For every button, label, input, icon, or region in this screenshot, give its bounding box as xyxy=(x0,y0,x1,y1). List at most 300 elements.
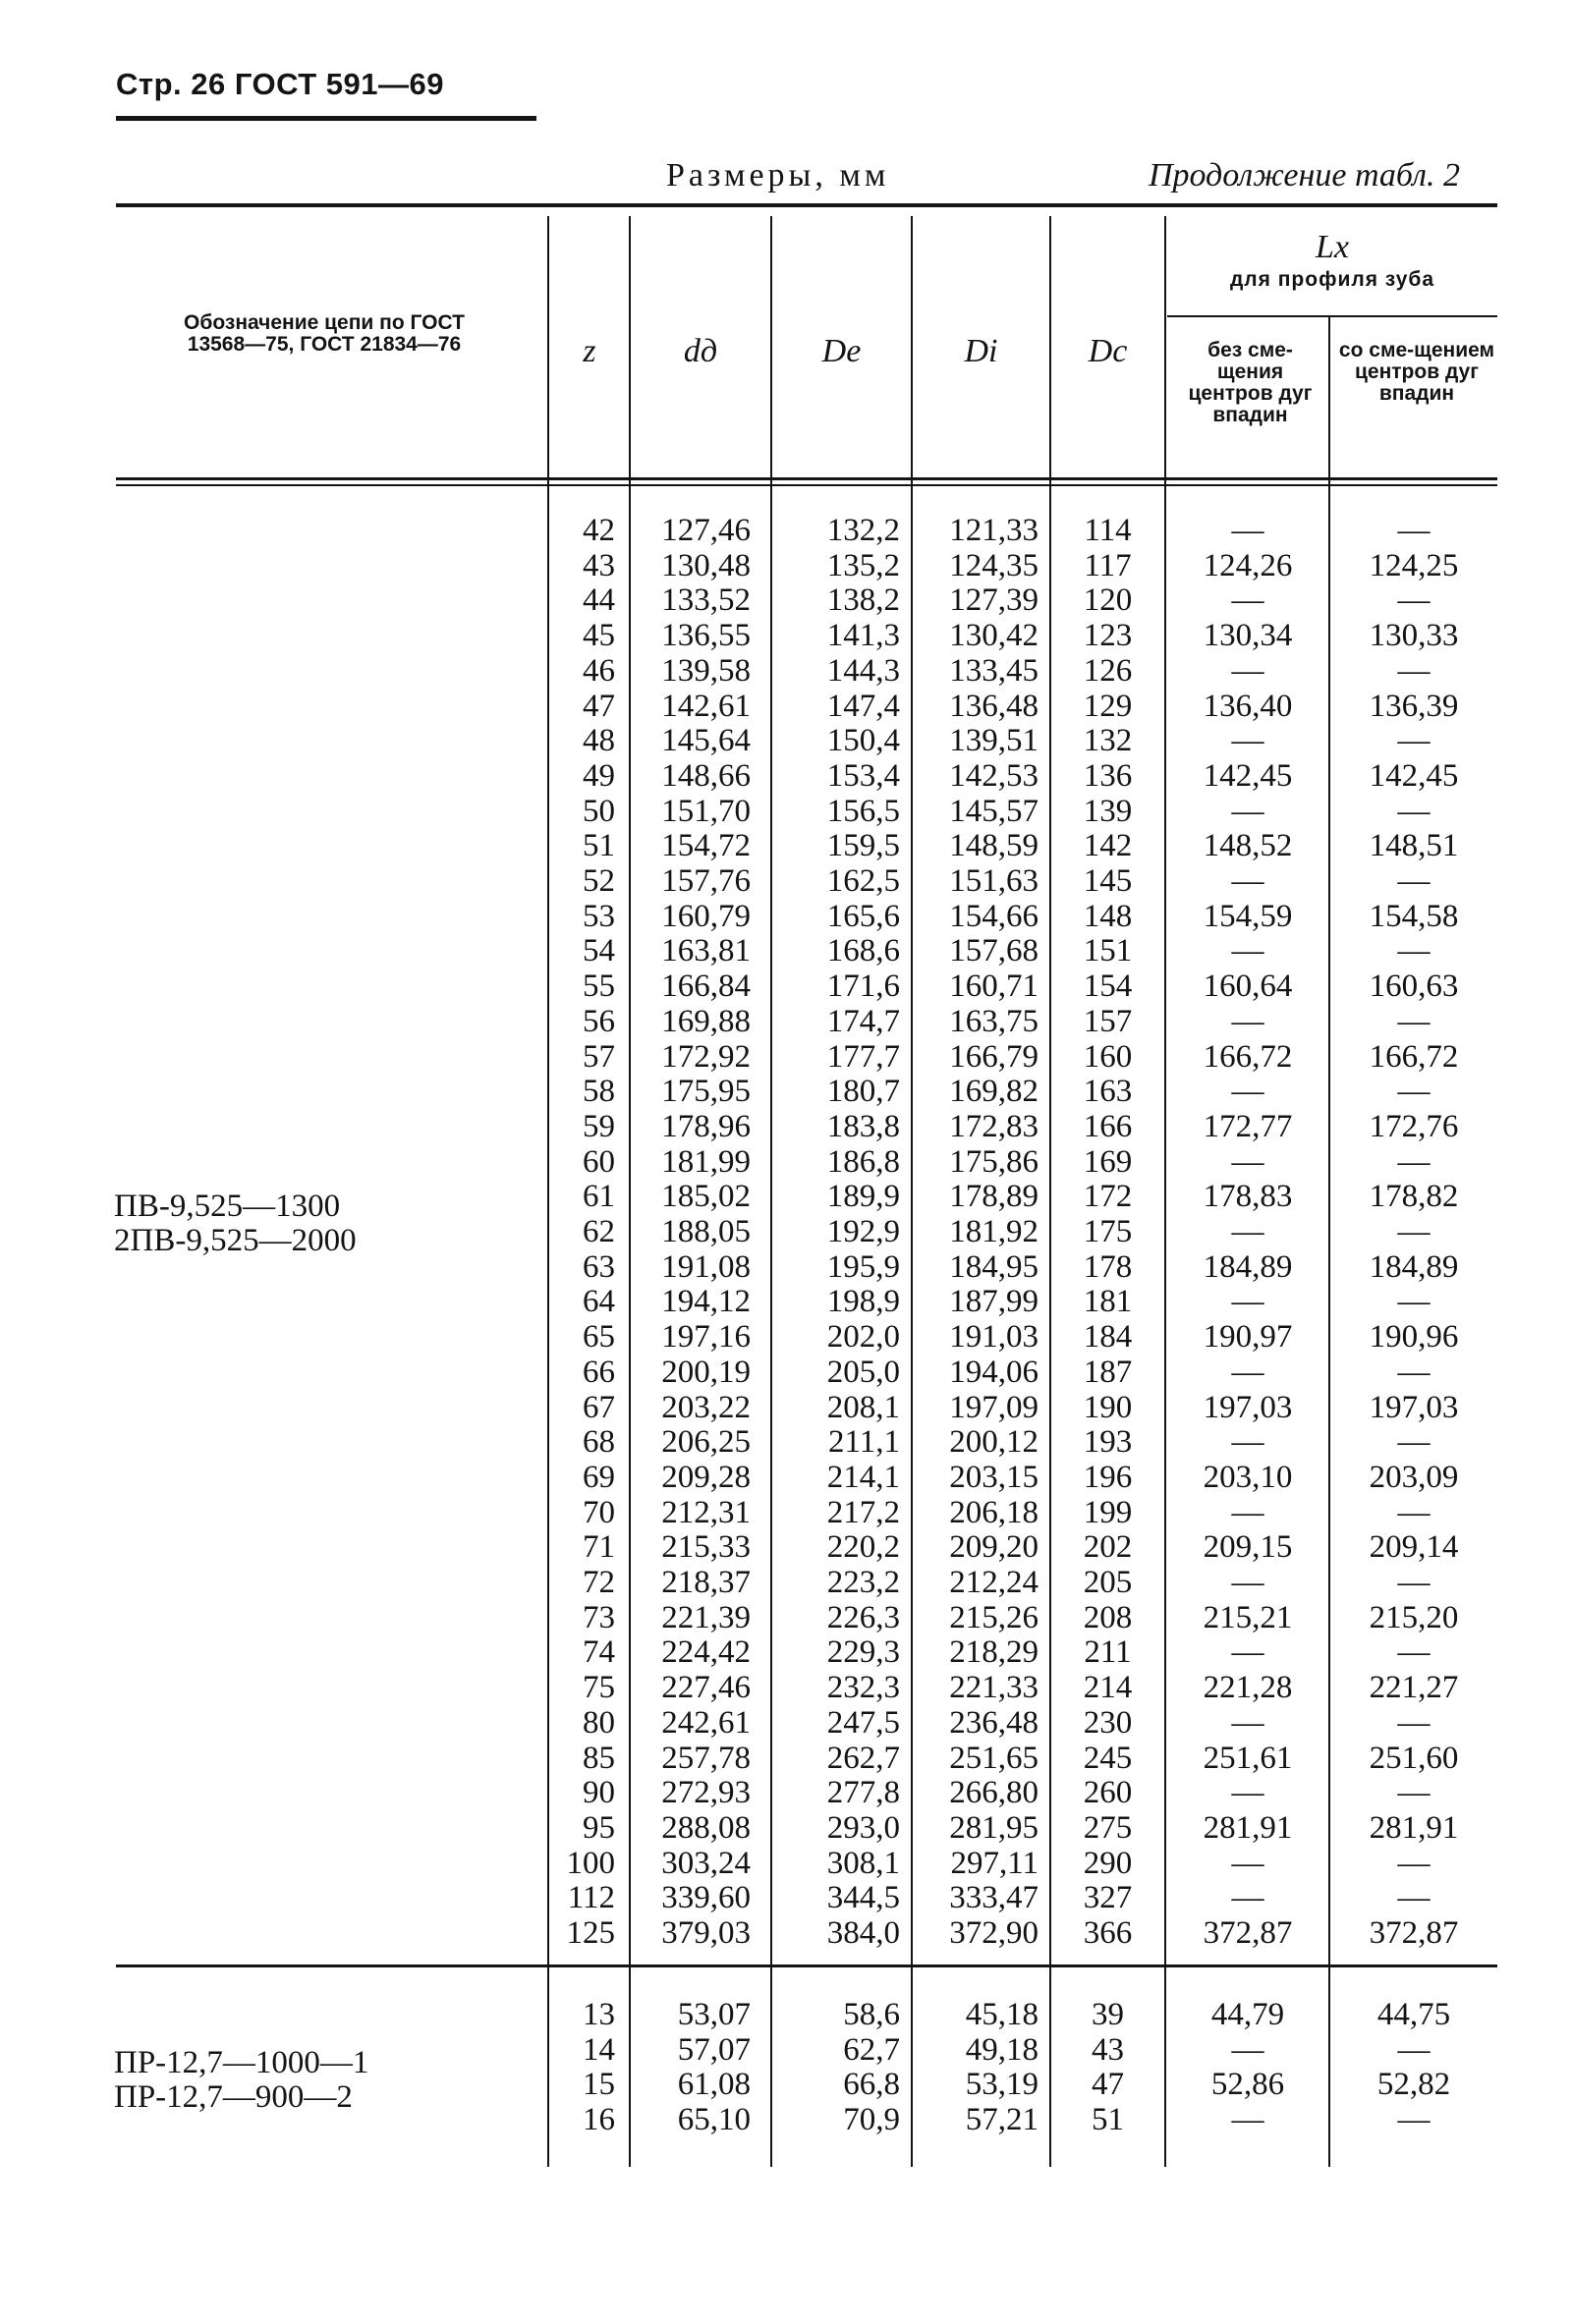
cell-z: 56 xyxy=(583,1003,615,1039)
cell-dc: 151 xyxy=(1083,933,1133,969)
cell-z: 15 xyxy=(583,2067,615,2103)
chain-designation: 2ПВ-9,525—2000 xyxy=(114,1223,357,1258)
cell-di: 139,51 xyxy=(949,723,1039,759)
cell-dd: 181,99 xyxy=(661,1143,751,1180)
header-z: z xyxy=(583,333,596,369)
cell-lx-no-shift: — xyxy=(1231,1634,1264,1671)
chain-designation-group-1 xyxy=(114,1190,357,1258)
cell-lx-no-shift: — xyxy=(1231,1845,1264,1881)
cell-dd: 215,33 xyxy=(661,1529,751,1566)
cell-z: 46 xyxy=(583,652,615,689)
cell-de: 293,0 xyxy=(826,1809,900,1846)
cell-z: 70 xyxy=(583,1494,615,1530)
cell-dc: 190 xyxy=(1083,1389,1133,1425)
group-separator-rule xyxy=(116,1964,1497,1967)
cell-dd: 221,39 xyxy=(661,1599,751,1635)
cell-dd: 142,61 xyxy=(661,688,751,724)
cell-dc: 196 xyxy=(1083,1459,1133,1495)
cell-dd: 206,25 xyxy=(661,1424,751,1461)
cell-dc: 202 xyxy=(1083,1529,1133,1566)
cell-lx-with-shift: 221,27 xyxy=(1369,1670,1459,1706)
cell-lx-with-shift: — xyxy=(1397,1284,1431,1320)
cell-dd: 154,72 xyxy=(661,828,751,864)
cell-z: 52 xyxy=(583,863,615,899)
cell-de: 195,9 xyxy=(826,1248,900,1285)
cell-dd: 242,61 xyxy=(661,1704,751,1741)
cell-z: 51 xyxy=(583,828,615,864)
cell-di: 175,86 xyxy=(949,1143,1039,1180)
cell-lx-with-shift: 372,87 xyxy=(1369,1915,1459,1951)
cell-lx-no-shift: — xyxy=(1231,1003,1264,1039)
cell-z: 90 xyxy=(583,1775,615,1811)
cell-lx-no-shift: 136,40 xyxy=(1203,688,1293,724)
cell-di: 236,48 xyxy=(949,1704,1039,1741)
cell-lx-with-shift: — xyxy=(1397,1845,1431,1881)
chain-designation: ПР-12,7—1000—1 xyxy=(114,2045,369,2080)
cell-lx-with-shift: 52,82 xyxy=(1376,2067,1451,2103)
cell-z: 80 xyxy=(583,1704,615,1741)
cell-z: 72 xyxy=(583,1565,615,1600)
cell-lx-with-shift: — xyxy=(1397,582,1431,619)
cell-lx-with-shift: — xyxy=(1397,1494,1431,1530)
cell-lx-with-shift: 160,63 xyxy=(1369,968,1459,1005)
cell-dd: 53,07 xyxy=(677,1997,751,2032)
cell-lx-with-shift: 281,91 xyxy=(1369,1809,1459,1846)
col-line-6 xyxy=(1164,216,1166,2167)
chain-designation: ПР-12,7—900—2 xyxy=(114,2079,353,2115)
header-dd: dд xyxy=(683,333,718,369)
cell-dd: 191,08 xyxy=(661,1248,751,1285)
cell-lx-with-shift: — xyxy=(1397,1704,1431,1741)
cell-di: 133,45 xyxy=(949,652,1039,689)
cell-lx-with-shift: — xyxy=(1397,1424,1431,1461)
cell-de: 229,3 xyxy=(826,1634,900,1671)
cell-z: 60 xyxy=(583,1143,615,1180)
cell-lx-with-shift: — xyxy=(1397,1880,1431,1916)
lx-sub-rule xyxy=(1167,315,1497,317)
cell-de: 247,5 xyxy=(826,1704,900,1741)
cell-de: 144,3 xyxy=(826,652,900,689)
cell-z: 63 xyxy=(583,1248,615,1285)
cell-lx-no-shift: 160,64 xyxy=(1203,968,1293,1005)
cell-di: 49,18 xyxy=(965,2031,1039,2068)
cell-dd: 175,95 xyxy=(661,1074,751,1110)
cell-lx-no-shift: — xyxy=(1231,513,1264,548)
cell-lx-with-shift: 215,20 xyxy=(1369,1599,1459,1635)
cell-lx-no-shift: 148,52 xyxy=(1203,828,1293,864)
cell-de: 384,0 xyxy=(826,1915,900,1951)
cell-dd: 227,46 xyxy=(661,1670,751,1706)
cell-dd: 130,48 xyxy=(661,547,751,583)
header-bottom-rule-2 xyxy=(116,484,1497,486)
cell-dd: 145,64 xyxy=(661,723,751,759)
cell-dc: 290 xyxy=(1083,1845,1133,1881)
cell-di: 178,89 xyxy=(949,1179,1039,1215)
cell-di: 221,33 xyxy=(949,1670,1039,1706)
cell-lx-with-shift: 166,72 xyxy=(1369,1038,1459,1075)
cell-lx-no-shift: 372,87 xyxy=(1203,1915,1293,1951)
cell-dc: 117 xyxy=(1084,547,1132,583)
cell-lx-no-shift: — xyxy=(1231,1424,1264,1461)
cell-lx-no-shift: 178,83 xyxy=(1203,1179,1293,1215)
cell-di: 148,59 xyxy=(949,828,1039,864)
cell-z: 59 xyxy=(583,1108,615,1144)
cell-lx-no-shift: 52,86 xyxy=(1210,2067,1285,2103)
cell-lx-with-shift: 172,76 xyxy=(1369,1108,1459,1144)
cell-dd: 188,05 xyxy=(661,1214,751,1249)
cell-lx-no-shift: 124,26 xyxy=(1203,547,1293,583)
cell-dc: 120 xyxy=(1083,582,1133,619)
cell-z: 74 xyxy=(583,1634,615,1671)
cell-dc: 230 xyxy=(1083,1704,1133,1741)
cell-de: 147,4 xyxy=(826,688,900,724)
cell-lx-no-shift: 203,10 xyxy=(1203,1459,1293,1495)
cell-z: 85 xyxy=(583,1740,615,1776)
cell-di: 297,11 xyxy=(950,1845,1039,1881)
cell-dd: 185,02 xyxy=(661,1179,751,1215)
cell-dd: 218,37 xyxy=(661,1565,751,1600)
cell-di: 145,57 xyxy=(949,793,1039,829)
cell-di: 197,09 xyxy=(949,1389,1039,1425)
cell-dc: 181 xyxy=(1083,1284,1133,1320)
cell-de: 198,9 xyxy=(826,1284,900,1320)
cell-lx-no-shift: 44,79 xyxy=(1210,1997,1285,2032)
cell-dc: 327 xyxy=(1083,1880,1133,1916)
cell-lx-no-shift: — xyxy=(1231,863,1264,899)
table-top-rule xyxy=(116,203,1497,207)
cell-dd: 178,96 xyxy=(661,1108,751,1144)
cell-de: 217,2 xyxy=(826,1494,900,1530)
cell-dd: 288,08 xyxy=(661,1809,751,1846)
cell-de: 192,9 xyxy=(826,1214,900,1249)
cell-de: 177,7 xyxy=(826,1038,900,1075)
cell-z: 71 xyxy=(583,1529,615,1566)
cell-lx-with-shift: — xyxy=(1397,1143,1431,1180)
cell-lx-with-shift: — xyxy=(1397,863,1431,899)
cell-dc: 154 xyxy=(1083,968,1133,1005)
cell-dc: 47 xyxy=(1092,2067,1124,2103)
cell-lx-with-shift: — xyxy=(1397,933,1431,969)
cell-lx-with-shift: — xyxy=(1397,2102,1431,2138)
cell-lx-no-shift: — xyxy=(1231,1354,1264,1390)
cell-di: 215,26 xyxy=(949,1599,1039,1635)
cell-lx-no-shift: — xyxy=(1231,1214,1264,1249)
cell-dd: 339,60 xyxy=(661,1880,751,1916)
cell-dd: 224,42 xyxy=(661,1634,751,1671)
cell-dc: 123 xyxy=(1083,618,1133,654)
cell-dd: 163,81 xyxy=(661,933,751,969)
cell-lx-no-shift: 166,72 xyxy=(1203,1038,1293,1075)
cell-di: 251,65 xyxy=(949,1740,1039,1776)
cell-dc: 160 xyxy=(1083,1038,1133,1075)
cell-z: 73 xyxy=(583,1599,615,1635)
cell-di: 53,19 xyxy=(965,2067,1039,2103)
cell-de: 344,5 xyxy=(826,1880,900,1916)
cell-z: 95 xyxy=(583,1809,615,1846)
cell-dd: 379,03 xyxy=(661,1915,751,1951)
cell-lx-with-shift: 197,03 xyxy=(1369,1389,1459,1425)
cell-dc: 136 xyxy=(1083,757,1133,794)
cell-lx-with-shift: — xyxy=(1397,652,1431,689)
cell-lx-no-shift: 142,45 xyxy=(1203,757,1293,794)
cell-dd: 172,92 xyxy=(661,1038,751,1075)
cell-lx-no-shift: — xyxy=(1231,1494,1264,1530)
cell-dc: 205 xyxy=(1083,1565,1133,1600)
cell-di: 200,12 xyxy=(949,1424,1039,1461)
cell-dc: 145 xyxy=(1083,863,1133,899)
cell-di: 266,80 xyxy=(949,1775,1039,1811)
cell-z: 13 xyxy=(583,1997,615,2032)
cell-dc: 166 xyxy=(1083,1108,1133,1144)
header-dc: Dc xyxy=(1088,333,1128,369)
cell-lx-no-shift: 184,89 xyxy=(1203,1248,1293,1285)
cell-di: 136,48 xyxy=(949,688,1039,724)
cell-dd: 212,31 xyxy=(661,1494,751,1530)
cell-di: 166,79 xyxy=(949,1038,1039,1075)
header-with-shift: со сме-щением центров дуг впадин xyxy=(1338,339,1495,406)
cell-di: 372,90 xyxy=(949,1915,1039,1951)
cell-de: 232,3 xyxy=(826,1670,900,1706)
cell-lx-no-shift: 197,03 xyxy=(1203,1389,1293,1425)
cell-de: 189,9 xyxy=(826,1179,900,1215)
cell-lx-with-shift: 190,96 xyxy=(1369,1319,1459,1356)
cell-dd: 303,24 xyxy=(661,1845,751,1881)
cell-lx-with-shift: — xyxy=(1397,513,1431,548)
cell-di: 45,18 xyxy=(965,1997,1039,2032)
cell-de: 70,9 xyxy=(843,2102,900,2138)
cell-lx-with-shift: — xyxy=(1397,793,1431,829)
cell-lx-with-shift: 44,75 xyxy=(1376,1997,1451,2032)
cell-de: 141,3 xyxy=(826,618,900,654)
cell-dc: 43 xyxy=(1092,2031,1124,2068)
cell-dc: 129 xyxy=(1083,688,1133,724)
cell-dd: 272,93 xyxy=(661,1775,751,1811)
cell-lx-no-shift: — xyxy=(1231,1143,1264,1180)
cell-dc: 366 xyxy=(1083,1915,1133,1951)
header-rule xyxy=(116,116,536,121)
cell-lx-no-shift: — xyxy=(1231,1074,1264,1110)
cell-lx-with-shift: — xyxy=(1397,1214,1431,1249)
cell-di: 218,29 xyxy=(949,1634,1039,1671)
cell-z: 16 xyxy=(583,2102,615,2138)
cell-dd: 166,84 xyxy=(661,968,751,1005)
cell-dc: 142 xyxy=(1083,828,1133,864)
cell-lx-no-shift: — xyxy=(1231,933,1264,969)
cell-z: 55 xyxy=(583,968,615,1005)
cell-dc: 245 xyxy=(1083,1740,1133,1776)
cell-z: 43 xyxy=(583,547,615,583)
cell-de: 168,6 xyxy=(826,933,900,969)
cell-z: 125 xyxy=(566,1915,615,1951)
cell-z: 67 xyxy=(583,1389,615,1425)
cell-lx-with-shift: 130,33 xyxy=(1369,618,1459,654)
cell-de: 171,6 xyxy=(826,968,900,1005)
cell-di: 212,24 xyxy=(949,1565,1039,1600)
cell-de: 180,7 xyxy=(826,1074,900,1110)
cell-lx-no-shift: 251,61 xyxy=(1203,1740,1293,1776)
cell-de: 262,7 xyxy=(826,1740,900,1776)
cell-dd: 127,46 xyxy=(661,513,751,548)
cell-z: 75 xyxy=(583,1670,615,1706)
cell-dd: 65,10 xyxy=(677,2102,751,2138)
cell-de: 277,8 xyxy=(826,1775,900,1811)
cell-lx-with-shift: 251,60 xyxy=(1369,1740,1459,1776)
cell-di: 203,15 xyxy=(949,1459,1039,1495)
cell-dc: 51 xyxy=(1092,2102,1124,2138)
header-designation: Обозначение цепи по ГОСТ 13568—75, ГОСТ 21834—76 xyxy=(184,311,465,357)
cell-z: 68 xyxy=(583,1424,615,1461)
cell-dc: 175 xyxy=(1083,1214,1133,1249)
units-caption: Размеры, мм xyxy=(666,157,890,194)
header-no-shift: без сме-щения центров дуг впадин xyxy=(1188,339,1313,427)
cell-z: 48 xyxy=(583,723,615,759)
cell-lx-with-shift: 142,45 xyxy=(1369,757,1459,794)
cell-de: 205,0 xyxy=(826,1354,900,1390)
cell-dd: 157,76 xyxy=(661,863,751,899)
cell-dd: 203,22 xyxy=(661,1389,751,1425)
cell-dd: 160,79 xyxy=(661,898,751,934)
cell-z: 100 xyxy=(566,1845,615,1881)
cell-de: 62,7 xyxy=(843,2031,900,2068)
cell-di: 172,83 xyxy=(949,1108,1039,1144)
cell-dc: 260 xyxy=(1083,1775,1133,1811)
cell-lx-with-shift: 178,82 xyxy=(1369,1179,1459,1215)
page-header: Стр. 26 ГОСТ 591—69 xyxy=(116,67,444,101)
cell-di: 163,75 xyxy=(949,1003,1039,1039)
cell-z: 54 xyxy=(583,933,615,969)
cell-di: 157,68 xyxy=(949,933,1039,969)
cell-di: 206,18 xyxy=(949,1494,1039,1530)
cell-de: 138,2 xyxy=(826,582,900,619)
cell-lx-no-shift: — xyxy=(1231,1704,1264,1741)
cell-lx-no-shift: — xyxy=(1231,582,1264,619)
cell-dc: 126 xyxy=(1083,652,1133,689)
cell-z: 61 xyxy=(583,1179,615,1215)
cell-di: 209,20 xyxy=(949,1529,1039,1566)
cell-dc: 139 xyxy=(1083,793,1133,829)
cell-dd: 200,19 xyxy=(661,1354,751,1390)
cell-lx-with-shift: 136,39 xyxy=(1369,688,1459,724)
cell-dd: 209,28 xyxy=(661,1459,751,1495)
cell-di: 333,47 xyxy=(949,1880,1039,1916)
cell-lx-with-shift: — xyxy=(1397,1565,1431,1600)
cell-de: 208,1 xyxy=(826,1389,900,1425)
cell-z: 49 xyxy=(583,757,615,794)
cell-di: 169,82 xyxy=(949,1074,1039,1110)
cell-de: 165,6 xyxy=(826,898,900,934)
cell-de: 135,2 xyxy=(826,547,900,583)
header-lx: Lx xyxy=(1316,229,1349,265)
cell-di: 124,35 xyxy=(949,547,1039,583)
cell-lx-with-shift: — xyxy=(1397,1074,1431,1110)
cell-lx-no-shift: — xyxy=(1231,1775,1264,1811)
cell-di: 130,42 xyxy=(949,618,1039,654)
cell-di: 142,53 xyxy=(949,757,1039,794)
cell-lx-no-shift: — xyxy=(1231,1284,1264,1320)
cell-de: 58,6 xyxy=(843,1997,900,2032)
cell-z: 69 xyxy=(583,1459,615,1495)
cell-de: 66,8 xyxy=(843,2067,900,2103)
cell-dc: 211 xyxy=(1084,1634,1132,1671)
cell-de: 174,7 xyxy=(826,1003,900,1039)
cell-dc: 187 xyxy=(1083,1354,1133,1390)
cell-z: 66 xyxy=(583,1354,615,1390)
cell-di: 281,95 xyxy=(949,1809,1039,1846)
cell-de: 156,5 xyxy=(826,793,900,829)
cell-dd: 257,78 xyxy=(661,1740,751,1776)
cell-lx-with-shift: 184,89 xyxy=(1369,1248,1459,1285)
cell-dc: 199 xyxy=(1083,1494,1133,1530)
cell-lx-with-shift: — xyxy=(1397,1775,1431,1811)
cell-di: 191,03 xyxy=(949,1319,1039,1356)
cell-dc: 184 xyxy=(1083,1319,1133,1356)
cell-de: 211,1 xyxy=(827,1424,900,1461)
cell-z: 57 xyxy=(583,1038,615,1075)
continuation-caption: Продолжение табл. 2 xyxy=(1148,157,1460,194)
cell-lx-no-shift: — xyxy=(1231,793,1264,829)
cell-de: 308,1 xyxy=(826,1845,900,1881)
cell-lx-with-shift: 154,58 xyxy=(1369,898,1459,934)
cell-dc: 163 xyxy=(1083,1074,1133,1110)
cell-dc: 193 xyxy=(1083,1424,1133,1461)
cell-lx-no-shift: — xyxy=(1231,2031,1264,2068)
cell-lx-no-shift: 281,91 xyxy=(1203,1809,1293,1846)
cell-dc: 114 xyxy=(1084,513,1132,548)
cell-dd: 133,52 xyxy=(661,582,751,619)
cell-di: 57,21 xyxy=(965,2102,1039,2138)
cell-z: 47 xyxy=(583,688,615,724)
header-di: Di xyxy=(964,333,998,369)
cell-di: 194,06 xyxy=(949,1354,1039,1390)
cell-lx-no-shift: 190,97 xyxy=(1203,1319,1293,1356)
cell-de: 153,4 xyxy=(826,757,900,794)
cell-dc: 132 xyxy=(1083,723,1133,759)
cell-de: 150,4 xyxy=(826,723,900,759)
cell-dd: 151,70 xyxy=(661,793,751,829)
header-lx-sub: для профиля зуба xyxy=(1229,268,1435,291)
cell-dd: 139,58 xyxy=(661,652,751,689)
cell-dc: 157 xyxy=(1083,1003,1133,1039)
header-bottom-rule-1 xyxy=(116,477,1497,480)
cell-de: 214,1 xyxy=(826,1459,900,1495)
cell-dc: 172 xyxy=(1083,1179,1133,1215)
cell-lx-with-shift: 209,14 xyxy=(1369,1529,1459,1566)
cell-lx-no-shift: 221,28 xyxy=(1203,1670,1293,1706)
cell-lx-with-shift: — xyxy=(1397,1634,1431,1671)
cell-di: 160,71 xyxy=(949,968,1039,1005)
cell-lx-with-shift: 148,51 xyxy=(1369,828,1459,864)
cell-lx-no-shift: — xyxy=(1231,652,1264,689)
cell-lx-with-shift: 203,09 xyxy=(1369,1459,1459,1495)
cell-dd: 194,12 xyxy=(661,1284,751,1320)
chain-designation-group-2 xyxy=(114,2046,368,2115)
cell-lx-with-shift: — xyxy=(1397,1003,1431,1039)
cell-de: 159,5 xyxy=(826,828,900,864)
cell-di: 121,33 xyxy=(949,513,1039,548)
chain-designation: ПВ-9,525—1300 xyxy=(114,1189,341,1224)
cell-dd: 57,07 xyxy=(677,2031,751,2068)
cell-z: 112 xyxy=(567,1880,615,1916)
cell-z: 64 xyxy=(583,1284,615,1320)
cell-z: 44 xyxy=(583,582,615,619)
cell-de: 226,3 xyxy=(826,1599,900,1635)
cell-de: 220,2 xyxy=(826,1529,900,1566)
cell-lx-no-shift: — xyxy=(1231,1880,1264,1916)
cell-dc: 178 xyxy=(1083,1248,1133,1285)
cell-dc: 169 xyxy=(1083,1143,1133,1180)
cell-lx-no-shift: 215,21 xyxy=(1203,1599,1293,1635)
cell-de: 183,8 xyxy=(826,1108,900,1144)
